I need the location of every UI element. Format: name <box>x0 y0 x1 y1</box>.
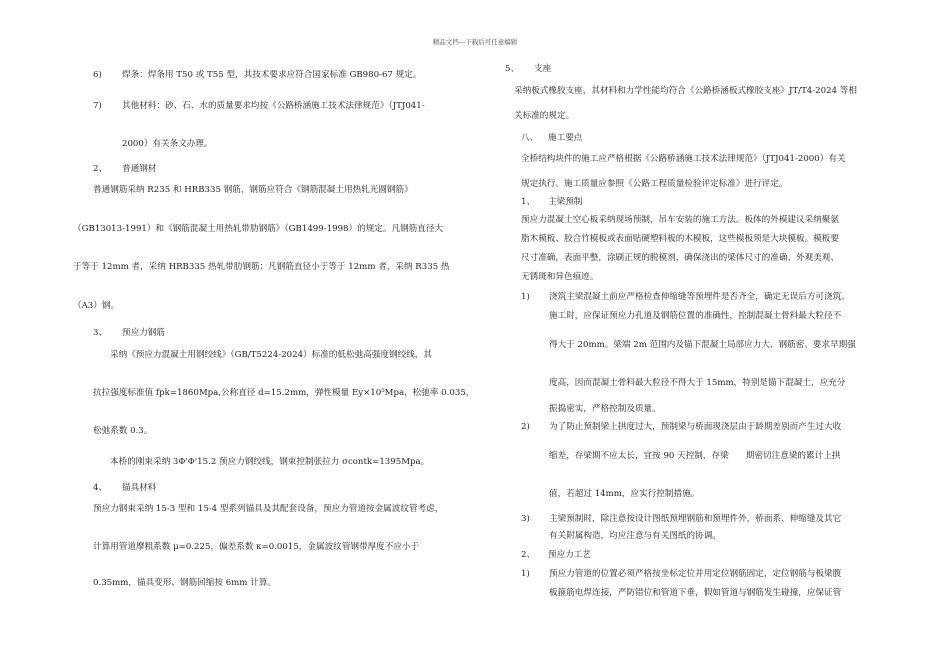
point-1-line3: 得大于 20mm。梁端 2m 范围内及锚下混凝土局部应力大、钢筋密、要求早期强 <box>549 340 856 350</box>
point-2-line1: 为了防止预制梁上拱度过大，预制梁与桥面现浇层由于龄期差别而产生过大收 <box>549 422 842 432</box>
subsection-1-line4: 无锈斑和异色痕迹。 <box>521 272 599 282</box>
section-2-line1: 普通钢筋采纳 R235 和 HRB335 钢筋，钢筋应符合《钢筋混凝土用热轧光圆钢筋》 <box>93 185 413 195</box>
section-4-line2: 计算用管道摩粗系数 μ=0.225，偏差系数 κ=0.0015，金属波纹管钢带厚度不应小于 <box>93 542 420 552</box>
point-3-line2: 有关附属构造，均应注意与有关图纸的协调。 <box>549 531 721 541</box>
point-2-number: 2) <box>521 422 530 432</box>
section-4-number: 4、 <box>93 483 108 493</box>
point-1-line2: 施工时，应保证预应力孔道及钢筋位置的准确性，控制混凝土骨料最大粒径不 <box>549 311 842 321</box>
subsection-1-line2: 脂木模板、胶合竹模板或表面贴硬塑料板的木模板，这些模板须是大块模板。模板要 <box>521 234 839 244</box>
point-r1-line2: 板箍筋电焊连接，严防错位和管道下垂，假如管道与钢筋发生碰撞，应保证管 <box>549 588 842 598</box>
point-2-line2: 缩差，存梁期不应太长，宜按 90 天控制，存梁 期密切注意梁的累计上拱 <box>549 451 841 461</box>
item-6-number: 6) <box>93 70 102 80</box>
section-8-number: 八、 <box>521 133 539 143</box>
point-1-line1: 浇筑主梁混凝土前应严格检查伸缩缝等预埋件是否齐全，确定无误后方可浇筑。 <box>549 292 850 302</box>
section-2-title: 普通钢材 <box>122 164 157 174</box>
section-5-title: 支座 <box>534 64 552 74</box>
section-3-title: 预应力钢筋 <box>122 328 165 338</box>
section-4-line3: 0.35mm，锚具变形、钢筋回缩按 6mm 计算。 <box>93 578 276 588</box>
section-3-line2: 抗拉强度标准值 fpk=1860Mpa,公称直径 d=15.2mm，弹性模量 Ey×10⁵Mpa，松弛率 0.035， <box>93 388 475 398</box>
item-7-text-line2: 2000）有关条文办理。 <box>122 139 213 149</box>
subsection-1-line1: 预应力混凝土空心板采纳现场预制，吊车安装的施工方法。板体的外模建议采纳聚氨 <box>521 215 839 225</box>
section-5-line2: 关标准的规定。 <box>514 111 575 121</box>
section-3-line4: 本桥的刚束采纳 3Φ'Φ'15.2 预应力钢绞线，钢束控制张拉力 σcontk=1395Mpa。 <box>110 457 430 467</box>
section-2-number: 2、 <box>93 164 108 174</box>
point-2-line3: 值，若超过 14mm，应实行控制措施。 <box>549 489 700 499</box>
section-5-line1: 采纳板式橡胶支座，其材料和力学性能均符合《公路桥涵板式橡胶支座》JT/T4-2024 等相 <box>514 86 857 96</box>
section-4-title: 锚具材料 <box>122 483 157 493</box>
section-2-line3: 于等于 12mm 者，采纳 HRB335 热轧带肋钢筋；凡钢筋直径小于等于 12mm 者，采纳 R335 热 <box>73 262 450 272</box>
subsection-2-number: 2、 <box>521 550 536 560</box>
subsection-1-title: 主梁预制 <box>548 197 583 207</box>
point-1-number: 1) <box>521 292 530 302</box>
section-3-line3: 松弛系数 0.3。 <box>93 426 153 436</box>
subsection-1-line3: 尺寸准确，表面平整，涂刷正规的脱模剂，确保浇出的梁体尺寸的准确、外观美观、 <box>521 253 839 263</box>
section-4-line1: 预应力钢束采纳 15-3 型和 15-4 型系列锚具及其配套设备，预应力管道按金属波纹管考虑， <box>93 504 444 514</box>
section-5-number: 5、 <box>505 64 520 74</box>
item-6-text: 焊条：焊条用 T50 或 T55 型，其技术要求应符合国家标准 GB980-67 规定。 <box>122 70 422 80</box>
section-2-line2: （GB13013-1991）和《钢筋混凝土用热轧带肋钢筋》（GB1499-1998）的规定。凡钢筋直径大 <box>73 224 444 234</box>
section-3-line1: 采纳《预应力混凝土用钢绞线》（GB/T5224-2024）标准的低松弛高强度钢绞线，其 <box>110 350 432 360</box>
point-r1-number: 1) <box>521 569 530 579</box>
item-7-number: 7) <box>93 101 102 111</box>
section-2-line4: （A3）钢。 <box>73 301 120 311</box>
item-7-text-line1: 其他材料：砂、石、水的质量要求均按《公路桥涵施工技术法律规范》（JTJ041- <box>122 101 425 111</box>
section-8-title: 施工要点 <box>548 133 583 143</box>
point-3-line1: 主梁预制时，除注意按设计图纸预埋钢筋和预埋件外，桥面系、伸缩缝及其它 <box>549 514 842 524</box>
point-3-number: 3) <box>521 514 530 524</box>
subsection-2-title: 预应力工艺 <box>548 550 591 560</box>
subsection-1-number: 1、 <box>521 197 536 207</box>
section-3-number: 3、 <box>93 328 108 338</box>
point-r1-line1: 预应力管道的位置必须严格按坐标定位并用定位钢筋固定，定位钢筋与板梁腹 <box>549 569 842 579</box>
section-8-line2: 规定执行。施工质量应参照《公路工程质量检验评定标准》进行评定。 <box>521 179 788 189</box>
point-1-line4: 度高，因而混凝土骨料最大粒径不得大于 15mm，特别是锚下混凝土，应充分 <box>549 378 846 388</box>
section-8-line1: 全桥结构块件的施工应严格根据《公路桥涵施工技术法律规范》（JTJ041-2000）有关 <box>521 154 846 164</box>
point-1-line5: 振捣密实，严格控制及质量。 <box>549 404 661 414</box>
page-header: 精品文档---下载后可任意编辑 <box>432 38 518 46</box>
